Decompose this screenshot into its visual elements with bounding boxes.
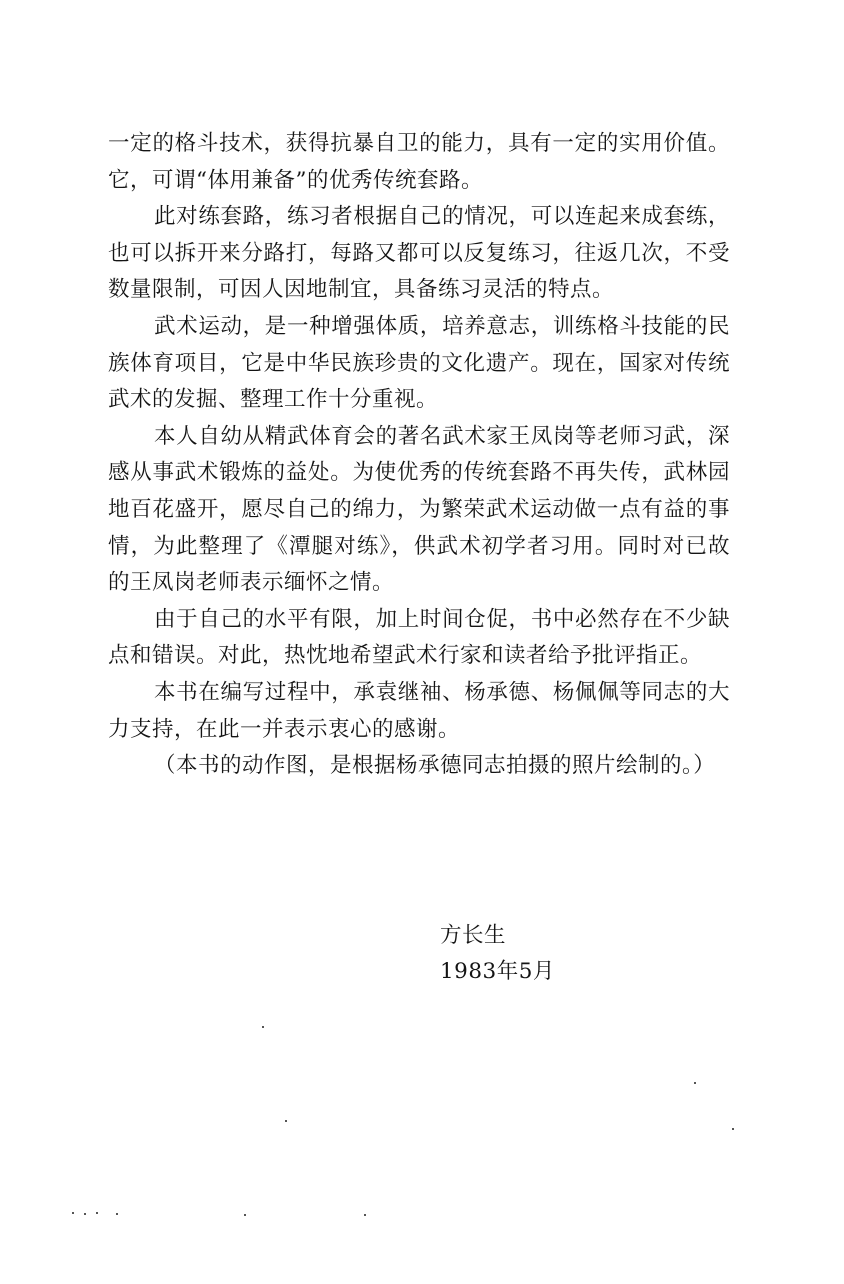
scan-speck (732, 1128, 734, 1130)
scan-speck (96, 1212, 98, 1214)
preface-body (108, 126, 730, 785)
scan-speck (116, 1213, 118, 1215)
paragraph-limitations: 由于自己的水平有限，加上时间仓促，书中必然存在不少缺点和错误。对此，热忱地希望武术行家和读者给予批评指正。 (108, 606, 730, 669)
paragraph-illustration-note: （本书的动作图，是根据杨承德同志拍摄的照片绘制的。） (154, 753, 716, 779)
paragraph-continuation: 一定的格斗技术，获得抗暴自卫的能力，具有一定的实用价值。它，可谓“体用兼备”的优秀传统套路。 (108, 131, 730, 193)
paragraph-acknowledgements: 本书在编写过程中，承袁继袖、杨承德、杨佩佩等同志的大力支持，在此一并表示衷心的感谢。 (108, 679, 730, 742)
scan-speck (364, 1214, 366, 1216)
scan-speck (84, 1213, 86, 1215)
paragraph-sparring-routine: 此对练套路，练习者根据自己的情况，可以连起来成套练，也可以拆开来分路打，每路又都可以反复练习，往返几次，不受数量限制，可因人因地制宜，具备练习灵活的特点。 (108, 204, 730, 303)
paragraph-author-background: 本人自幼从精武体育会的著名武术家王凤岗等老师习武，深感从事武术锻炼的益处。为使优秀的传统套路不再失传，武林园地百花盛开，愿尽自己的绵力，为繁荣武术运动做一点有益的事情，为此整理了《潭腿对练》，供武术初学者习用。同时对已故的王凤岗老师表示缅怀之情。 (108, 423, 730, 596)
scan-speck (694, 1082, 696, 1084)
signature-block (440, 918, 555, 990)
author-name: 方长生 (440, 923, 507, 948)
paragraph-wushu-sport: 武术运动，是一种增强体质，培养意志，训练格斗技能的民族体育项目，它是中华民族珍贵的文化遗产。现在，国家对传统武术的发掘、整理工作十分重视。 (108, 313, 730, 413)
scan-speck (72, 1212, 74, 1214)
scan-speck (244, 1214, 246, 1216)
scan-speck (262, 1026, 264, 1028)
signature-date: 1983年5月 (440, 959, 555, 984)
scan-speck (285, 1120, 287, 1122)
